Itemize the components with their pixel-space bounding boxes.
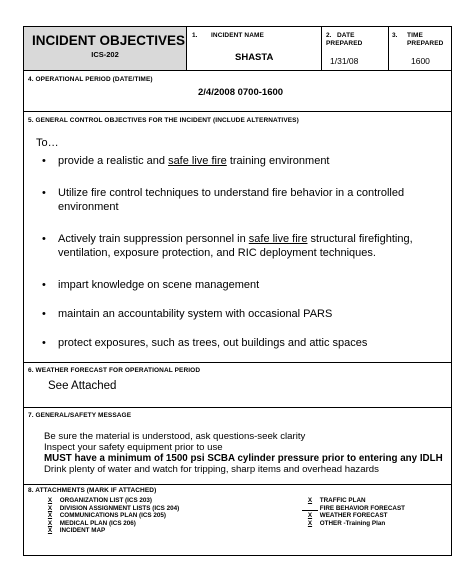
- bullet-icon: •: [42, 155, 46, 167]
- objective-item: [36, 186, 446, 214]
- attachment-item: [302, 505, 405, 513]
- time-prepared-label: PREPARED: [407, 40, 444, 47]
- safety-label: 7. GENERAL/SAFETY MESSAGE: [28, 412, 132, 419]
- attachment-label: ORGANIZATION LIST (ICS 203): [59, 497, 152, 504]
- form-title-box: [24, 27, 186, 70]
- bullet-icon: •: [42, 337, 46, 349]
- attachment-label: DIVISION ASSIGNMENT LISTS (ICS 204): [59, 504, 180, 512]
- attachment-mark: X: [307, 497, 313, 504]
- objective-text: training environment: [226, 155, 330, 167]
- objective-text: protect exposures, such as trees, out buildings and attic spaces: [58, 337, 368, 349]
- bullet-icon: •: [42, 308, 46, 320]
- attachment-label: OTHER -Training Plan: [319, 519, 386, 527]
- objective-text: impart knowledge on scene management: [58, 279, 260, 291]
- attachment-item: [302, 512, 405, 520]
- objective-text: provide a realistic and: [58, 155, 169, 167]
- incident-objectives-form: [23, 26, 452, 556]
- attachment-item: [42, 520, 179, 528]
- attachment-label: FIRE BEHAVIOR FORECAST: [319, 504, 405, 512]
- attachment-mark: X: [47, 527, 53, 535]
- objective-item: [36, 307, 446, 321]
- objective-item: [36, 336, 446, 350]
- attachment-label: WEATHER FORECAST: [319, 512, 388, 520]
- bullet-icon: •: [42, 233, 46, 245]
- attachment-label: MEDICAL PLAN (ICS 206): [59, 519, 136, 527]
- objective-emphasis: safe live fire: [248, 233, 308, 245]
- attachment-item: [42, 505, 179, 513]
- bullet-icon: •: [42, 187, 46, 199]
- attachment-item: [302, 497, 405, 505]
- attachment-item: [42, 497, 179, 505]
- attachment-mark: X: [47, 504, 53, 512]
- date-prepared-label: PREPARED: [326, 40, 363, 47]
- divider: [388, 27, 389, 70]
- safety-line: Be sure the material is understood, ask questions-seek clarity: [44, 431, 306, 442]
- objectives-list: [36, 154, 446, 350]
- divider: [24, 70, 451, 71]
- attachment-label: COMMUNICATIONS PLAN (ICS 205): [59, 512, 166, 520]
- attachment-item: [42, 527, 179, 535]
- objectives-intro: To…: [36, 137, 59, 149]
- attachment-mark: X: [47, 519, 53, 527]
- divider: [24, 111, 451, 112]
- date-prepared-value: 1/31/08: [330, 56, 359, 66]
- objective-item: [36, 278, 446, 292]
- time-prepared-label: TIME: [407, 32, 423, 39]
- attachment-mark: X: [47, 497, 53, 504]
- objectives-label: 5. GENERAL CONTROL OBJECTIVES FOR THE INCIDENT (INCLUDE ALTERNATIVES): [28, 117, 299, 124]
- form-code: ICS-202: [91, 50, 119, 59]
- objective-text: structural firefighting, ventilation, exposure protection, and RIC deployment techniques.: [58, 233, 413, 259]
- divider: [24, 407, 451, 408]
- date-prepared-label: DATE: [337, 32, 355, 39]
- attachment-mark: [302, 505, 318, 511]
- objective-text: Actively train suppression personnel in: [58, 233, 249, 245]
- objective-text: Utilize fire control techniques to understand fire behavior in a controlled environment: [58, 187, 405, 213]
- attachment-item: [302, 520, 405, 528]
- divider: [24, 484, 451, 485]
- safety-line: Drink plenty of water and watch for tripping, sharp items and overhead hazards: [44, 464, 379, 475]
- operational-period-label: 4. OPERATIONAL PERIOD (DATE/TIME): [28, 76, 153, 83]
- safety-line-emphasis: MUST have a minimum of 1500 psi SCBA cylinder pressure prior to entering any IDLH: [44, 453, 443, 464]
- divider: [186, 27, 187, 70]
- time-prepared-value: 1600: [411, 56, 430, 66]
- attachments-label: 8. ATTACHMENTS (MARK IF ATTACHED): [28, 487, 157, 494]
- attachments-left-list: [42, 497, 179, 535]
- attachments-right-list: [302, 497, 405, 527]
- attachment-label: TRAFFIC PLAN: [319, 497, 366, 504]
- attachment-label: INCIDENT MAP: [59, 527, 106, 535]
- safety-line: Inspect your safety equipment prior to use: [44, 442, 223, 453]
- objective-emphasis: safe live fire: [168, 155, 227, 167]
- field-number: 2.: [326, 32, 332, 39]
- divider: [24, 362, 451, 363]
- divider: [321, 27, 322, 70]
- field-number: 3.: [392, 32, 398, 39]
- field-number: 1.: [192, 32, 198, 39]
- form-title: INCIDENT OBJECTIVES: [32, 33, 186, 48]
- attachment-item: [42, 512, 179, 520]
- incident-name-value: SHASTA: [235, 52, 274, 63]
- attachment-mark: X: [307, 512, 313, 520]
- objective-text: maintain an accountability system with occasional PARS: [58, 308, 333, 320]
- weather-value: See Attached: [48, 380, 117, 392]
- objective-item: [36, 232, 446, 260]
- attachment-mark: X: [47, 512, 53, 520]
- objective-item: [36, 154, 446, 168]
- weather-label: 6. WEATHER FORECAST FOR OPERATIONAL PERIOD: [28, 367, 201, 374]
- incident-name-label: INCIDENT NAME: [211, 32, 264, 39]
- bullet-icon: •: [42, 279, 46, 291]
- attachment-mark: X: [307, 519, 313, 527]
- safety-message: [44, 431, 449, 475]
- operational-period-value: 2/4/2008 0700-1600: [198, 87, 284, 98]
